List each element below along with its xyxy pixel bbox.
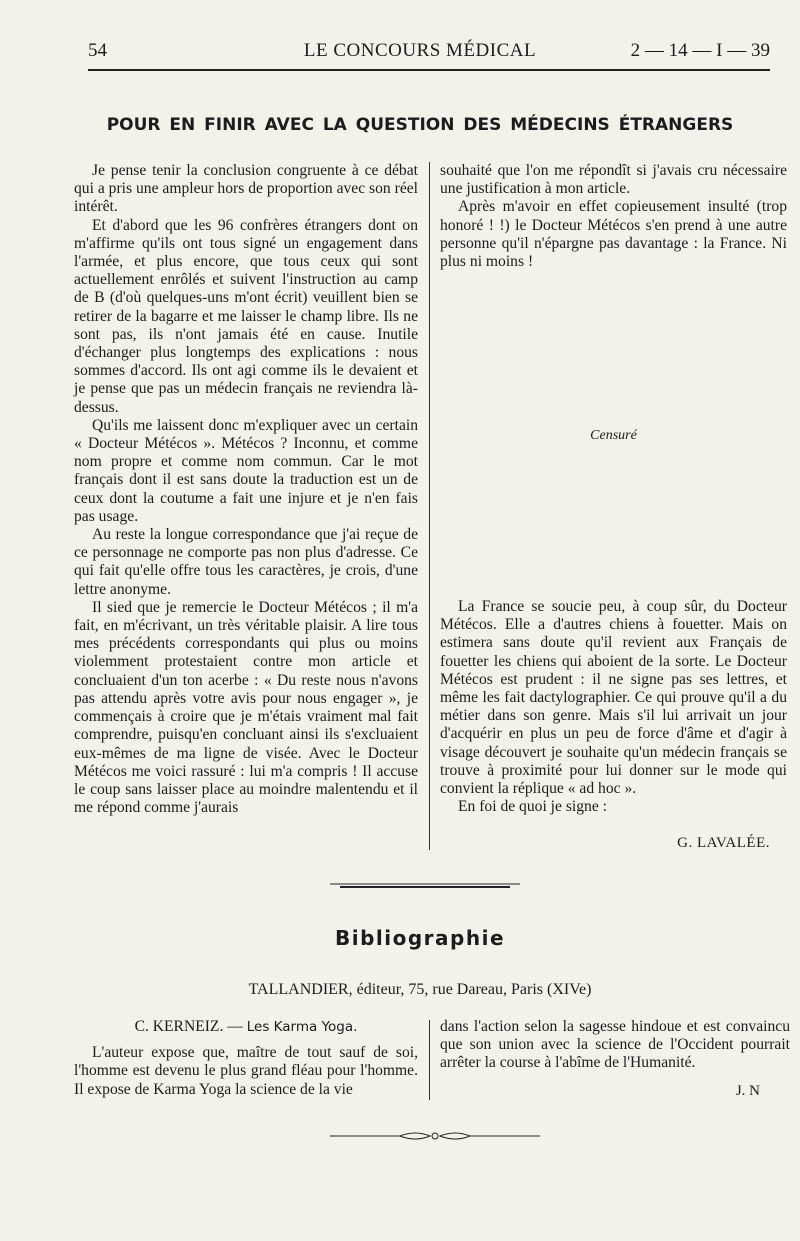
paragraph: souhaité que l'on me répondît si j'avais cru nécessaire une justification à mon article. [440, 162, 787, 198]
section-divider-ornament [330, 880, 520, 892]
paragraph: Après m'avoir en effet copieusement insulté (trop honoré ! !) le Docteur Métécos s'en prend à une autre personne qu'il n'épargne pas davantage : la France. Ni plus ni moins ! [440, 198, 787, 271]
article-column-right-top [440, 162, 787, 271]
publisher-address: , éditeur, 75, rue Dareau, Paris (XIVe) [348, 981, 592, 998]
column-divider [429, 162, 430, 850]
paragraph: Il sied que je remercie le Docteur Métécos ; il m'a fait, en m'écrivant, un très véritable plaisir. A lire tous mes précédents correspondants qui plus ou moins violemment protestaient contre mon article et concluaient d'un ton acerbe : « Du reste nous n'avons pas attendu après votre avis pour nous engager », je commençais à croire que je m'étais vraiment mal fait comprendre, puisqu'en concluant ainsi ils s'excluaient eux-mêmes de ma ligne de visée. Avec le Docteur Métécos me voici rassuré : lui m'a compris ! Il accuse le coup sans laisser place au moindre malentendu et il me répond comme j'aurais [74, 598, 418, 817]
paragraph: Au reste la longue correspondance que j'ai reçue de ce personnage ne comporte pas non plus d'adresse. Ce qui fait qu'elle offre tous les caractères, je crois, d'une lettre anonyme. [74, 526, 418, 598]
author-signature: G. LAVALÉE. [677, 835, 770, 851]
running-header [70, 40, 770, 64]
column-divider [429, 1020, 430, 1100]
paragraph: En foi de quoi je signe : [458, 798, 607, 816]
review-column-left [74, 1018, 418, 1099]
paragraph: La France se soucie peu, à coup sûr, du Docteur Métécos. Elle a d'autres chiens à fouetter. Mais on estimera sans doute qu'il revient aux Français de fouetter les chiens qui aboient de la sorte. Le Docteur Métécos est prudent : il ne signe pas ses lettres, et même les fait dactylographier. Ce qui prouve qu'il a du métier dans son genre. Mais s'il lui arrivait un jour d'acquérir en plus un peu de force d'âme et d'agir à visage découvert je souhaite qu'un médecin français se trouve à proximité pour lui donner sur le mode qui convient la réplique « ad hoc ». [440, 598, 787, 798]
publisher-name: TALLANDIER [248, 981, 349, 998]
end-ornament [330, 1128, 540, 1144]
paragraph: dans l'action selon la sagesse hindoue et est convaincu que son union avec la science de l'Occident pourrait arrêter la course à l'abîme de l'Humanité. [440, 1018, 790, 1072]
paragraph: Qu'ils me laissent donc m'expliquer avec un certain « Docteur Métécos ». Métécos ? Inconnu, et comme nom propre et comme nom commun. Car le mot français dont il est sans doute la traduction est un de ceux dont la coutume a fait une injure et je n'en fais pas usage. [74, 416, 418, 525]
issue-date: 2 — 14 — I — 39 [630, 40, 770, 61]
article-title: POUR EN FINIR AVEC LA QUESTION DES MÉDECINS ÉTRANGERS [106, 115, 734, 135]
paragraph: L'auteur expose que, maître de tout sauf de soi, l'homme est devenu le plus grand fléau pour l'homme. Il expose de Karma Yoga la science de la vie [74, 1044, 418, 1098]
book-title: Les Karma Yoga. [246, 1019, 358, 1035]
paragraph: Je pense tenir la conclusion congruente à ce débat qui a pris une ampleur hors de proportion avec son réel intérêt. [74, 162, 418, 216]
article-column-right-bottom [440, 598, 787, 816]
header-rule [88, 69, 770, 71]
publisher-line [70, 981, 770, 999]
review-column-right [440, 1018, 790, 1073]
journal-title: LE CONCOURS MÉDICAL [303, 40, 537, 61]
paragraph: Et d'abord que les 96 confrères étrangers dont on m'affirme qu'ils ont tous signé un engagement dans l'armée, et plus encore, que tous ceux qui sont actuellement enrôlés et suivent l'instruction au camp de B (d'où quelques-uns m'ont écrit) veuillent bien se retirer de la bagarre et me laisser le champ libre. Ils ne sont pas, ils n'ont jamais été en cause. Inutile d'échanger plus longtemps des explications : nous sommes d'accord. Ils ont agi comme ils le devaient et je pense que pas un médecin français ne reviendra là-dessus. [74, 216, 418, 416]
reviewer-initials: J. N [735, 1083, 760, 1099]
bibliography-heading: Bibliographie [334, 926, 506, 950]
book-separator: — [223, 1018, 247, 1035]
censored-label: Censuré [590, 428, 637, 443]
article-column-left [74, 162, 418, 817]
page-number: 54 [88, 40, 107, 61]
book-heading [74, 1018, 418, 1036]
book-author: C. KERNEIZ. [134, 1018, 224, 1035]
